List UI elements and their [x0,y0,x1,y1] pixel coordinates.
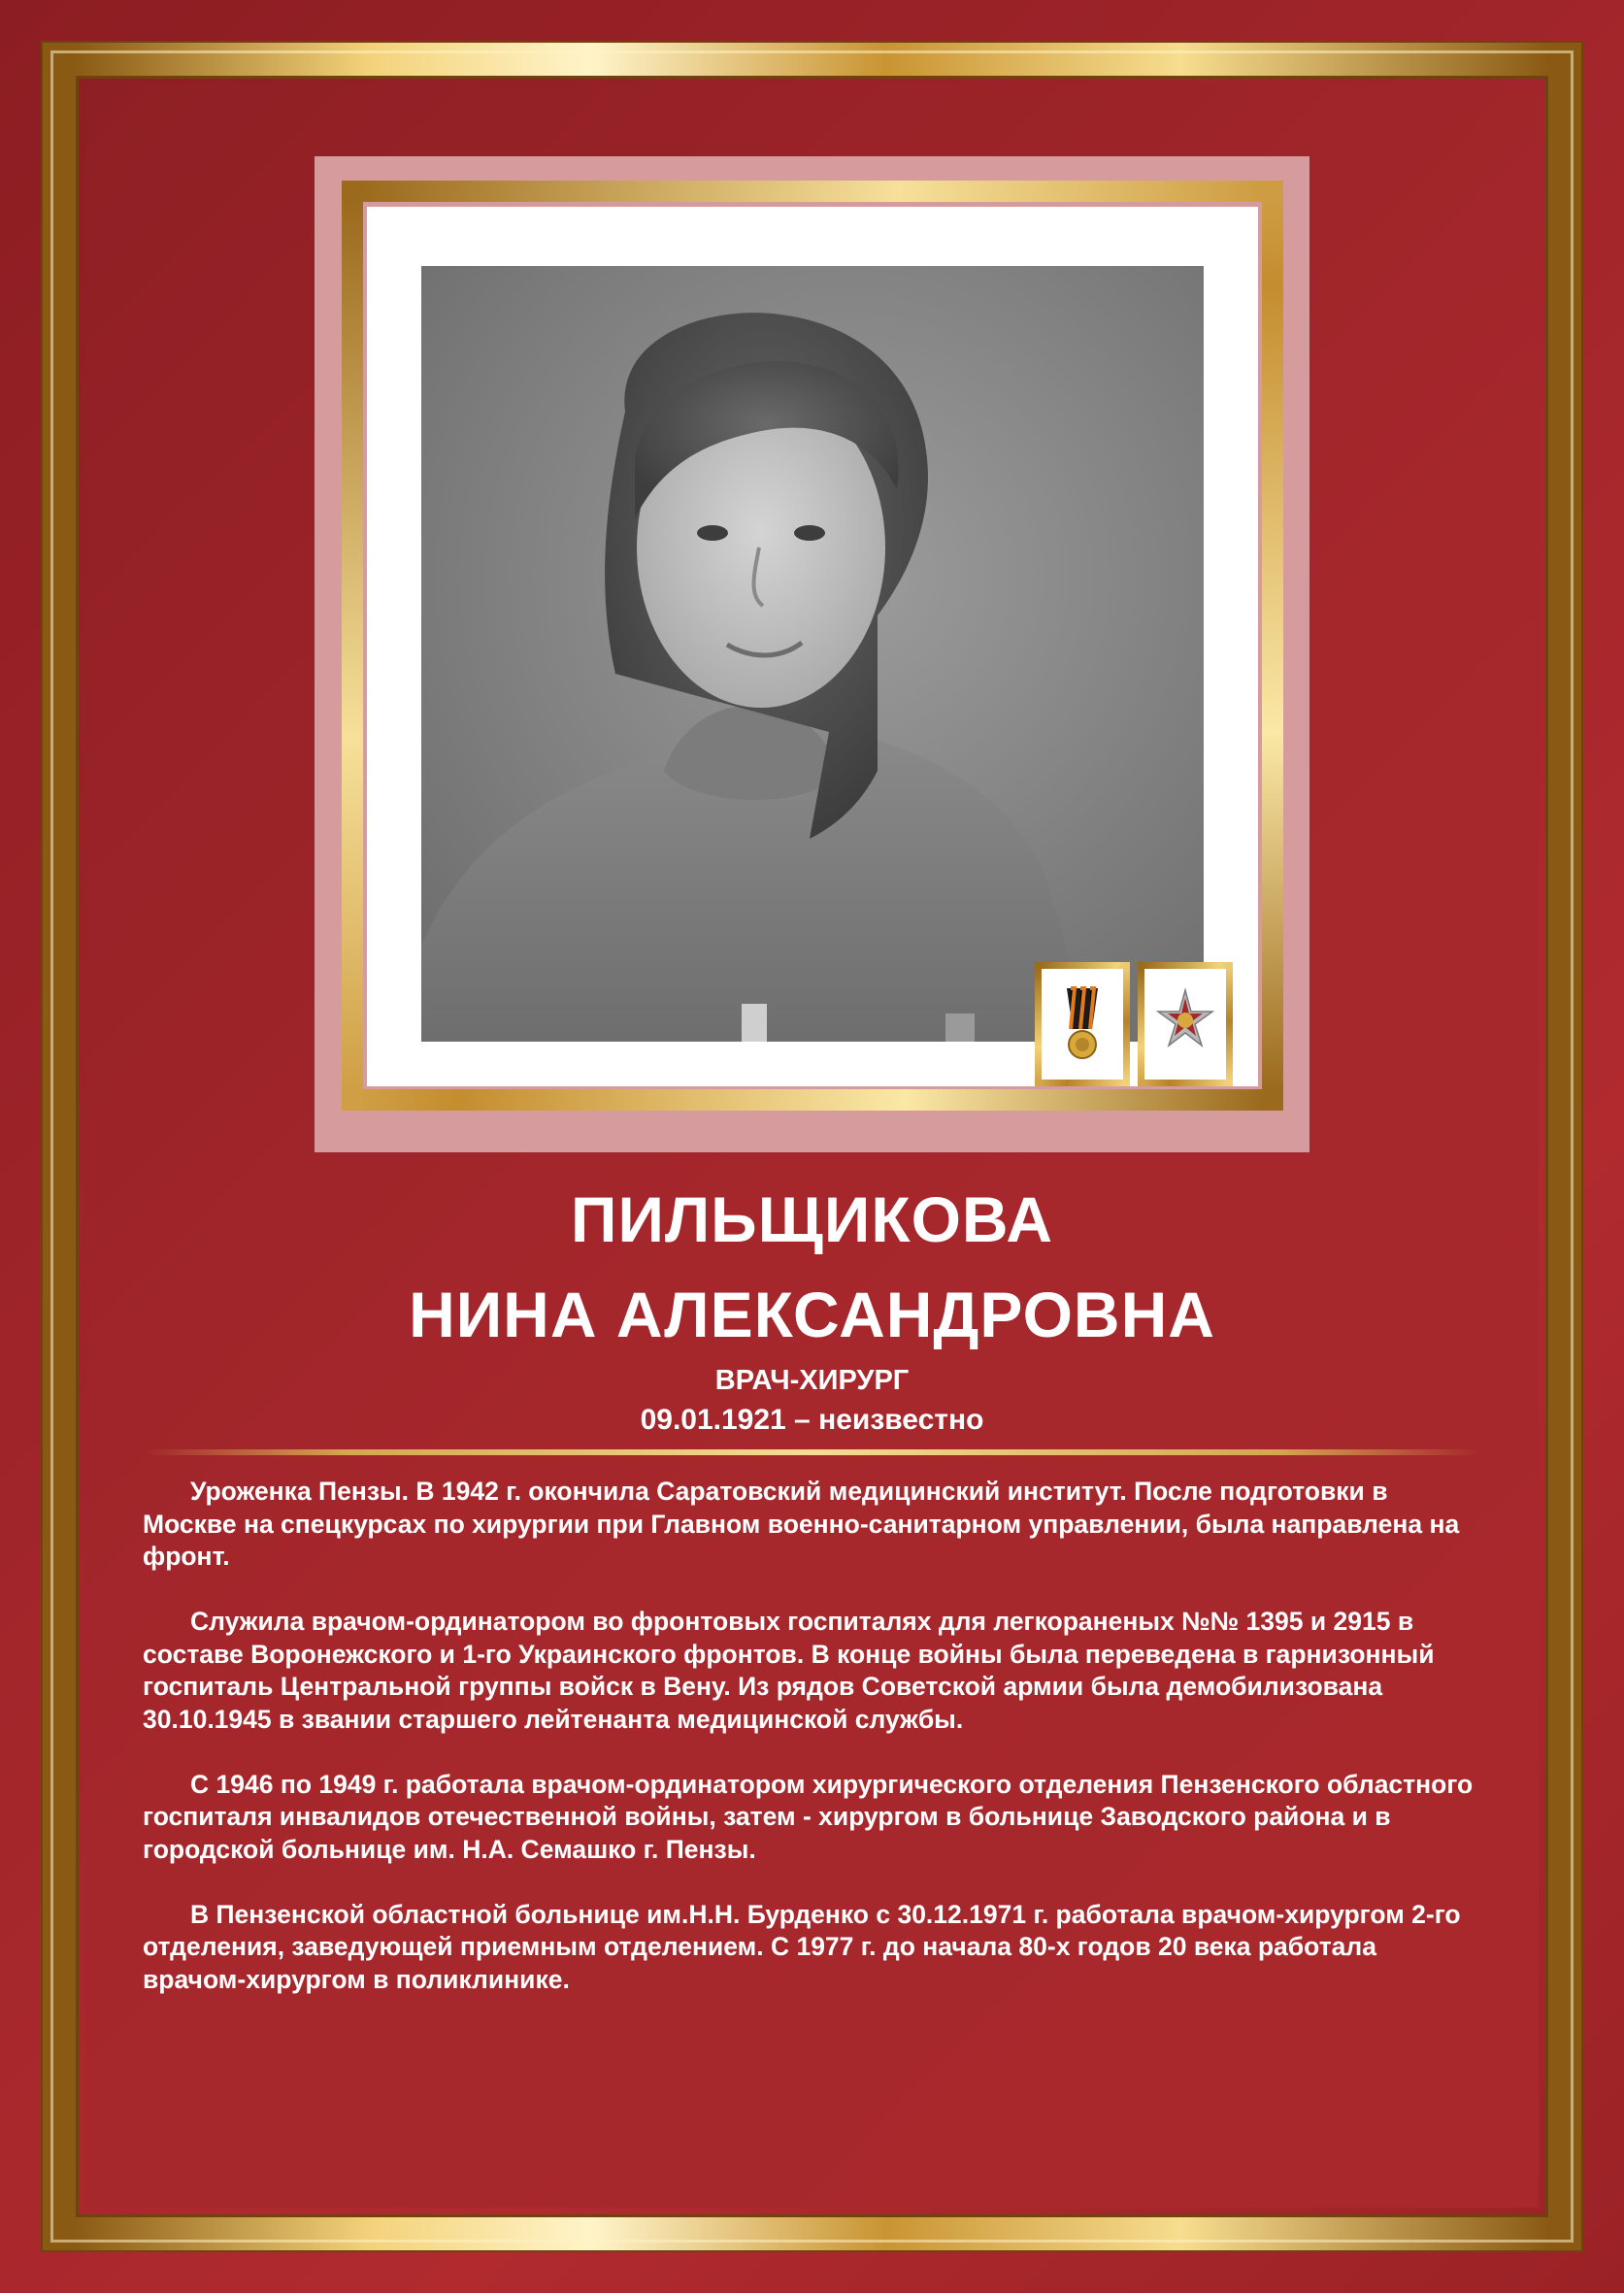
bio-paragraph-2: Служила врачом-ординатором во фронтовых госпиталях для легкораненых №№ 1395 и 2915 в составе Воронежского и 1-го Украинского фронтов. В конце войны была переведена в гарнизонный госпиталь Центральной группы войск в Вену. Из рядов Советской армии была демобилизована 30.10.1945 в звании старшего лейтенанта медицинской службы. [143,1607,1435,1734]
given-names: НИНА АЛЕКСАНДРОВНА [409,1279,1215,1350]
medal-for-victory-over-germany-icon [1042,969,1123,1080]
gold-divider [146,1449,1478,1455]
bio-paragraph-1: Уроженка Пензы. В 1942 г. окончила Саратовский медицинский институт. После подготовки в Москве на спецкурсах по хирургии при Главном военно-санитарном управлении, была направлена на фронт. [143,1477,1460,1571]
life-dates: 09.01.1921 – неизвестно [640,1404,984,1436]
biography [143,1476,1482,2029]
portrait-photo [421,266,1204,1042]
bio-paragraph-4: В Пензенской областной больнице им.Н.Н. Бурденко с 30.12.1971 г. работала врачом-хирургом 2-го отделения, заведующей приемным отделением. С 1977 г. до начала 80-х годов 20 века работала врачом-хирургом в поликлинике. [143,1899,1461,1994]
bio-paragraph-3: С 1946 по 1949 г. работала врачом-ординатором хирургического отделения Пензенского областного госпиталя инвалидов отечественной войны, затем - хирургом в больнице Заводского района и в городской больнице им. Н.А. Семашко г. Пензы. [143,1769,1474,1864]
portrait-illustration [421,266,1204,1042]
award-frame-victory-medal [1035,962,1130,1086]
surname: ПИЛЬЩИКОВА [571,1183,1053,1255]
award-frame-patriotic-war-order [1138,962,1233,1086]
profession: ВРАЧ-ХИРУРГ [714,1365,910,1396]
order-of-patriotic-war-icon [1144,969,1226,1080]
